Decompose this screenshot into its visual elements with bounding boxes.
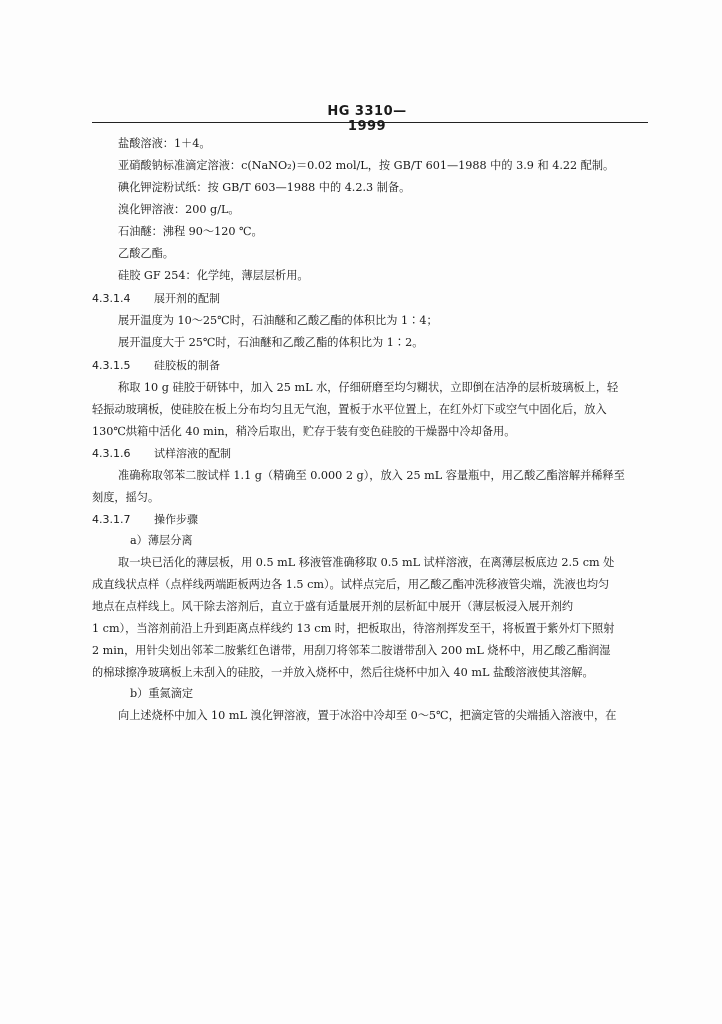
paragraph-line: 准确称取邻苯二胺试样 1.1 g（精确至 0.000 2 g），放入 25 mL 容量瓶中，用乙酸乙酯溶解并稀释至 [118, 469, 625, 482]
paragraph-line: 向上述烧杯中加入 10 mL 溴化钾溶液，置于冰浴中冷却至 0～5℃，把滴定管的尖端插入溶液中，在 [118, 709, 617, 722]
subsection-b-title: b）重氮滴定 [130, 687, 194, 700]
section-number: 4.3.1.6 [92, 447, 131, 460]
section-title: 硅胶板的制备 [154, 359, 220, 372]
section-title: 展开剂的配制 [154, 292, 220, 305]
paragraph-line: 刻度，摇匀。 [92, 491, 160, 504]
paragraph-line: 130℃烘箱中活化 40 min，稍冷后取出，贮存于装有变色硅胶的干燥器中冷却备用。 [92, 425, 516, 438]
section-title: 操作步骤 [154, 513, 198, 526]
section-title: 试样溶液的配制 [154, 447, 231, 460]
section-4315-heading [92, 358, 220, 373]
paragraph-line: 展开温度为 10～25℃时，石油醚和乙酸乙酯的体积比为 1∶4； [118, 314, 438, 327]
reagent-hcl: 盐酸溶液：1＋4。 [118, 137, 211, 150]
section-4317-heading [92, 512, 198, 527]
section-number: 4.3.1.7 [92, 513, 131, 526]
paragraph-line: 称取 10 g 硅胶于研钵中，加入 25 mL 水，仔细研磨至均匀糊状，立即倒在洁净的层析玻璃板上，轻 [118, 381, 619, 394]
reagent-petroleum-ether: 石油醚：沸程 90～120 ℃。 [118, 225, 263, 238]
paragraph-line: 轻振动玻璃板，使硅胶在板上分布均匀且无气泡，置板于水平位置上，在红外灯下或空气中固化后，放入 [92, 403, 607, 416]
header-rule [92, 122, 648, 123]
reagent-ethyl-acetate: 乙酸乙酯。 [118, 247, 174, 260]
standard-code: HG 3310—1999 [327, 104, 407, 134]
reagent-kbr: 溴化钾溶液：200 g/L。 [118, 203, 240, 216]
section-4316-heading [92, 446, 231, 461]
paragraph-line: 的棉球擦净玻璃板上未刮入的硅胶，一并放入烧杯中，然后往烧杯中加入 40 mL 盐酸溶液使其溶解。 [92, 666, 594, 679]
reagent-starch-paper: 碘化钾淀粉试纸：按 GB/T 603—1988 中的 4.2.3 制备。 [118, 181, 411, 194]
reagent-silica-gel: 硅胶 GF 254：化学纯，薄层层析用。 [118, 269, 309, 282]
subsection-a-title: a）薄层分离 [130, 534, 193, 547]
paragraph-line: 2 min，用针尖划出邻苯二胺紫红色谱带，用刮刀将邻苯二胺谱带刮入 200 mL 烧杯中，用乙酸乙酯润湿 [92, 644, 611, 657]
reagent-nano2: 亚硝酸钠标准滴定溶液：c(NaNO₂)＝0.02 mol/L，按 GB/T 601—1988 中的 3.9 和 4.22 配制。 [118, 159, 615, 172]
section-number: 4.3.1.5 [92, 359, 131, 372]
paragraph-line: 取一块已活化的薄层板，用 0.5 mL 移液管准确移取 0.5 mL 试样溶液，在离薄层板底边 2.5 cm 处 [118, 556, 615, 569]
section-number: 4.3.1.4 [92, 292, 131, 305]
paragraph-line: 展开温度大于 25℃时，石油醚和乙酸乙酯的体积比为 1∶2。 [118, 336, 424, 349]
section-4314-heading [92, 291, 220, 306]
paragraph-line: 1 cm），当溶剂前沿上升到距离点样线约 13 cm 时，把板取出，待溶剂挥发至干，将板置于紫外灯下照射 [92, 622, 615, 635]
paragraph-line: 成直线状点样（点样线两端距板两边各 1.5 cm）。试样点完后，用乙酸乙酯冲洗移液管尖端，洗液也均匀 [92, 578, 610, 591]
paragraph-line: 地点在点样线上。风干除去溶剂后，直立于盛有适量展开剂的层析缸中展开（薄层板浸入展开剂约 [92, 600, 574, 613]
